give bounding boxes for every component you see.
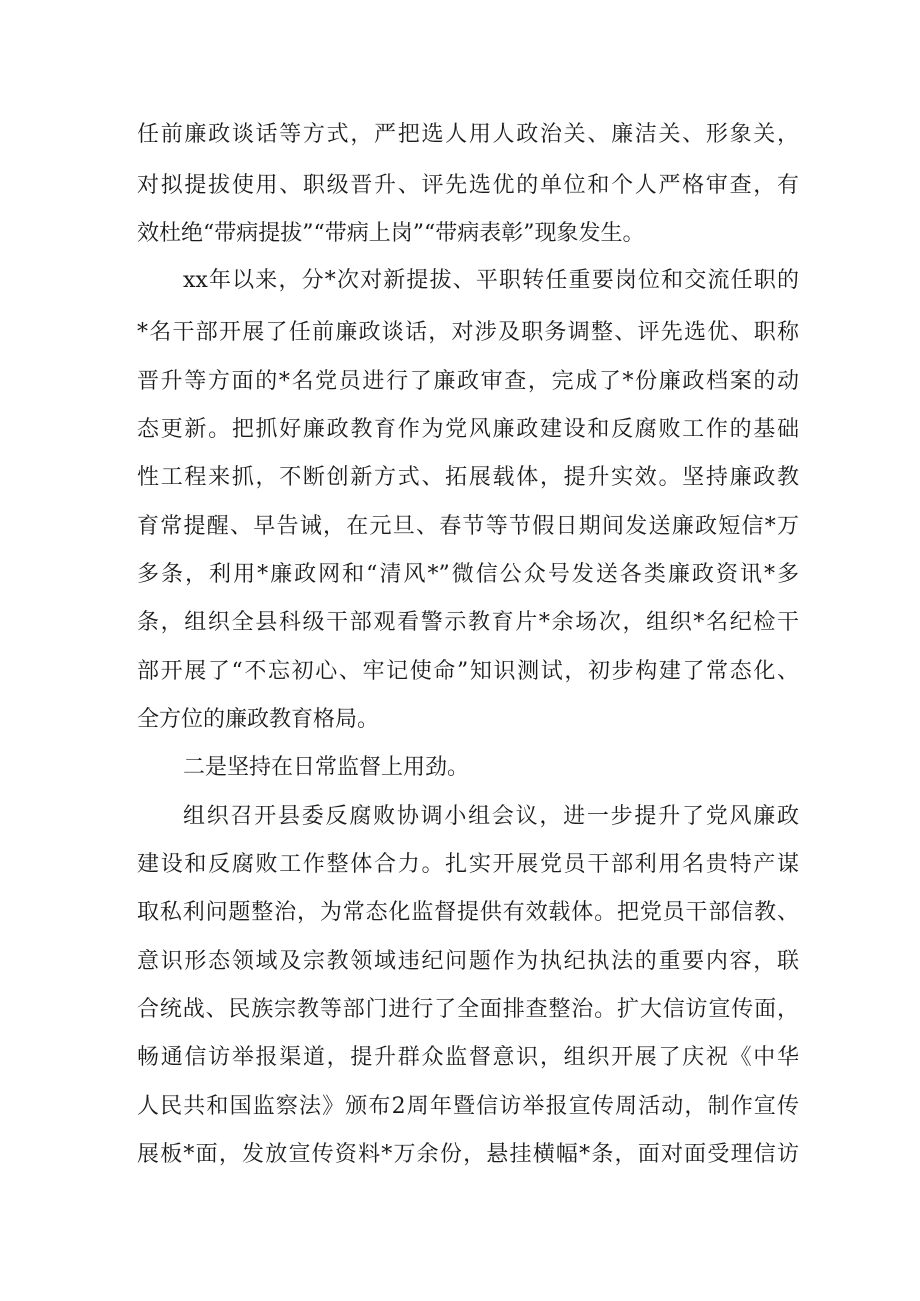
text-line: 对拟提拔使用、职级晋升、评先选优的单位和个人严格审查，有 [137,173,799,198]
section-heading: 二是坚持在日常监督上用劲。 [183,755,470,780]
paragraph-start-line: xx年以来，分*次对新提拔、平职转任重要岗位和交流任职的 [183,268,799,293]
text-line: 态更新。把抓好廉政教育作为党风廉政建设和反腐败工作的基础 [137,417,799,442]
text-line: 意识形态领域及宗教领域违纪问题作为执纪执法的重要内容，联 [137,949,799,974]
text-line: 合统战、民族宗教等部门进行了全面排查整治。扩大信访宣传面， [137,997,799,1022]
text-line: 条，组织全县科级干部观看警示教育片*余场次，组织*名纪检干 [137,610,799,635]
text-line: 效杜绝“带病提拔”“带病上岗”“带病表彰”现象发生。 [137,221,645,246]
text-line: *名干部开展了任前廉政谈话，对涉及职务调整、评先选优、职称 [137,320,799,345]
text-line: 育常提醒、早告诫，在元旦、春节等节假日期间发送廉政短信*万 [137,514,799,539]
text-line: 任前廉政谈话等方式，严把选人用人政治关、廉洁关、形象关， [137,122,799,147]
text-line: 性工程来抓，不断创新方式、拓展载体，提升实效。坚持廉政教 [137,465,799,490]
text-line: 畅通信访举报渠道，提升群众监督意识，组织开展了庆祝《中华 [137,1045,799,1070]
paragraph-start-line: 组织召开县委反腐败协调小组会议，进一步提升了党风廉政 [183,804,799,829]
text-line: 全方位的廉政教育格局。 [137,707,380,732]
text-line: 晋升等方面的*名党员进行了廉政审查，完成了*份廉政档案的动 [137,369,799,394]
text-line: 部开展了“不忘初心、牢记使命”知识测试，初步构建了常态化、 [137,659,799,684]
text-line: 建设和反腐败工作整体合力。扎实开展党员干部利用名贵特产谋 [137,852,799,877]
text-line: 展板*面，发放宣传资料*万余份，悬挂横幅*条，面对面受理信访 [137,1142,799,1167]
text-line: 多条，利用*廉政网和“清风*”微信公众号发送各类廉政资讯*多 [137,562,799,587]
text-line: 人民共和国监察法》颁布2周年暨信访举报宣传周活动，制作宣传 [137,1094,799,1119]
text-line: 取私利问题整治，为常态化监督提供有效载体。把党员干部信教、 [137,900,799,925]
